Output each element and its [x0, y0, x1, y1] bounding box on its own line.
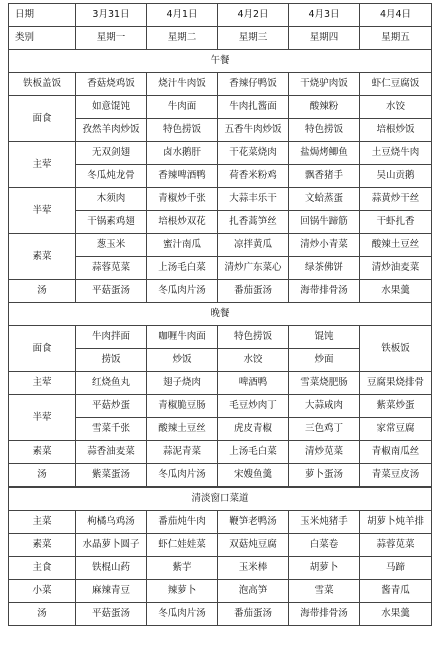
- light-staple-row: [9, 557, 432, 580]
- dish-cell: 清炒油麦菜: [360, 257, 432, 280]
- dish-cell: 特色捞饭: [147, 119, 218, 142]
- date-label: 日期: [9, 4, 76, 27]
- category-cell: 汤: [9, 603, 76, 626]
- category-cell: 铁板盖饭: [9, 73, 76, 96]
- dish-cell: 上汤毛白菜: [218, 441, 289, 464]
- category-cell: 面食: [9, 326, 76, 372]
- dish-cell: 双菇炖豆腐: [218, 534, 289, 557]
- light-title-row: [9, 487, 432, 511]
- category-cell: 主食: [9, 557, 76, 580]
- light-main-row: [9, 511, 432, 534]
- dish-cell: 铁板饭: [360, 326, 432, 372]
- dish-cell: 大蒜丰乐干: [218, 188, 289, 211]
- dish-cell: 盐焗烤鲫鱼: [289, 142, 360, 165]
- category-cell: 半荤: [9, 188, 76, 234]
- dish-cell: 水果羹: [360, 280, 432, 303]
- dish-cell: 海带排骨汤: [289, 280, 360, 303]
- category-cell: 素菜: [9, 234, 76, 280]
- dish-cell: 酸辣土豆丝: [147, 418, 218, 441]
- dish-cell: 香辣啤酒鸭: [147, 165, 218, 188]
- dish-cell: 水饺: [218, 349, 289, 372]
- category-cell: 主荤: [9, 372, 76, 395]
- dish-cell: 萝卜蛋汤: [289, 464, 360, 488]
- date-cell: 4月1日: [147, 4, 218, 27]
- dish-cell: 虎皮青椒: [218, 418, 289, 441]
- dish-cell: 荷香米粉鸡: [218, 165, 289, 188]
- dish-cell: 蒜黄炒干丝: [360, 188, 432, 211]
- dish-cell: 大蒜咸肉: [289, 395, 360, 418]
- dish-cell: 酸辣粉: [289, 96, 360, 119]
- category-cell: 主荤: [9, 142, 76, 188]
- dish-cell: 干虾扎香: [360, 211, 432, 234]
- lunch-iron-plate-row: [9, 73, 432, 96]
- dinner-half-row: [9, 395, 432, 418]
- weekday-cell: 星期一: [76, 27, 147, 50]
- dish-cell: 清炒小青菜: [289, 234, 360, 257]
- dish-cell: 胡萝卜: [289, 557, 360, 580]
- dinner-veg-row: [9, 441, 432, 464]
- dinner-title: 晚餐: [9, 303, 432, 326]
- dish-cell: 蒜蓉苋菜: [76, 257, 147, 280]
- dish-cell: 上汤毛白菜: [147, 257, 218, 280]
- dish-cell: 青椒炒千张: [147, 188, 218, 211]
- dish-cell: 绿茶佛饼: [289, 257, 360, 280]
- dish-cell: 无双剑翅: [76, 142, 147, 165]
- dish-cell: 干锅素鸡翅: [76, 211, 147, 234]
- lunch-title: 午餐: [9, 50, 432, 73]
- category-cell: 小菜: [9, 580, 76, 603]
- dish-cell: 蒜泥青菜: [147, 441, 218, 464]
- dish-cell: 冬瓜肉片汤: [147, 280, 218, 303]
- dish-cell: 紫菜炒蛋: [360, 395, 432, 418]
- dish-cell: 玉米炖猪手: [289, 511, 360, 534]
- date-cell: 4月2日: [218, 4, 289, 27]
- dish-cell: 酸辣土豆丝: [360, 234, 432, 257]
- light-soup-row: [9, 603, 432, 626]
- light-veg-row: [9, 534, 432, 557]
- dish-cell: 炒饭: [147, 349, 218, 372]
- dish-cell: 五香牛肉炒饭: [218, 119, 289, 142]
- dish-cell: 飘香猪手: [289, 165, 360, 188]
- dish-cell: 卤水鹅肝: [147, 142, 218, 165]
- dish-cell: 麻辣青豆: [76, 580, 147, 603]
- dish-cell: 孜然羊肉炒饭: [76, 119, 147, 142]
- dish-cell: 海带排骨汤: [289, 603, 360, 626]
- lunch-soup-row: [9, 280, 432, 303]
- dish-cell: 玉米棒: [218, 557, 289, 580]
- dish-cell: 平菇蛋汤: [76, 603, 147, 626]
- dish-cell: 豆腐果烧排骨: [360, 372, 432, 395]
- weekday-cell: 星期五: [360, 27, 432, 50]
- dish-cell: 紫菜蛋汤: [76, 464, 147, 488]
- category-cell: 面食: [9, 96, 76, 142]
- date-cell: 4月4日: [360, 4, 432, 27]
- dish-cell: 番茄蛋汤: [218, 603, 289, 626]
- dinner-main-row: [9, 372, 432, 395]
- dish-cell: 清炒广东菜心: [218, 257, 289, 280]
- dish-cell: 冬瓜肉片汤: [147, 603, 218, 626]
- dish-cell: 清炒苋菜: [289, 441, 360, 464]
- dish-cell: 干花菜烧肉: [218, 142, 289, 165]
- dish-cell: 水晶萝卜圆子: [76, 534, 147, 557]
- light-window-title: 清淡窗口菜道: [9, 487, 432, 511]
- dish-cell: 扎香蒿笋丝: [218, 211, 289, 234]
- dish-cell: 培根炒双花: [147, 211, 218, 234]
- lunch-veg-row: [9, 234, 432, 257]
- dish-cell: 蒜蓉苋菜: [360, 534, 432, 557]
- dish-cell: 香辣仔鸭饭: [218, 73, 289, 96]
- date-cell: 3月31日: [76, 4, 147, 27]
- dish-cell: 吴山贡鹅: [360, 165, 432, 188]
- dish-cell: 蜜汁南瓜: [147, 234, 218, 257]
- dish-cell: 凉拌黄瓜: [218, 234, 289, 257]
- dish-cell: 馄饨: [289, 326, 360, 349]
- dish-cell: 青椒脆豆肠: [147, 395, 218, 418]
- dish-cell: 香菇烧鸡饭: [76, 73, 147, 96]
- dish-cell: 辣萝卜: [147, 580, 218, 603]
- dish-cell: 平菇蛋汤: [76, 280, 147, 303]
- category-label: 类别: [9, 27, 76, 50]
- dish-cell: 鞭笋老鸭汤: [218, 511, 289, 534]
- date-cell: 4月3日: [289, 4, 360, 27]
- dish-cell: 牛肉面: [147, 96, 218, 119]
- dish-cell: 土豆烧牛肉: [360, 142, 432, 165]
- dish-cell: 宋嫂鱼羹: [218, 464, 289, 488]
- dinner-title-row: [9, 303, 432, 326]
- category-cell: 半荤: [9, 395, 76, 441]
- dish-cell: 牛肉扎酱面: [218, 96, 289, 119]
- dish-cell: 虾仁豆腐饭: [360, 73, 432, 96]
- dish-cell: 雪菜千张: [76, 418, 147, 441]
- category-cell: 素菜: [9, 534, 76, 557]
- light-small-row: [9, 580, 432, 603]
- dish-cell: 葱玉米: [76, 234, 147, 257]
- dish-cell: 特色捞饭: [289, 119, 360, 142]
- dish-cell: 酱青瓜: [360, 580, 432, 603]
- dish-cell: 番茄蛋汤: [218, 280, 289, 303]
- dish-cell: 水饺: [360, 96, 432, 119]
- weekday-cell: 星期四: [289, 27, 360, 50]
- dish-cell: 炒面: [289, 349, 360, 372]
- dish-cell: 番茄炖牛肉: [147, 511, 218, 534]
- dish-cell: 平菇炒蛋: [76, 395, 147, 418]
- dish-cell: 回锅牛蹄筋: [289, 211, 360, 234]
- dish-cell: 捞饭: [76, 349, 147, 372]
- dish-cell: 胡萝卜炖羊排: [360, 511, 432, 534]
- dish-cell: 牛肉拌面: [76, 326, 147, 349]
- dish-cell: 红烧鱼丸: [76, 372, 147, 395]
- lunch-title-row: [9, 50, 432, 73]
- lunch-staple-row: [9, 96, 432, 119]
- dish-cell: 雪菜: [289, 580, 360, 603]
- weekday-row: [9, 27, 432, 50]
- category-cell: 素菜: [9, 441, 76, 464]
- weekday-cell: 星期二: [147, 27, 218, 50]
- dish-cell: 三色鸡丁: [289, 418, 360, 441]
- dish-cell: 翅子烧肉: [147, 372, 218, 395]
- dish-cell: 枸橘乌鸡汤: [76, 511, 147, 534]
- dish-cell: 白菜卷: [289, 534, 360, 557]
- lunch-half-row: [9, 188, 432, 211]
- dish-cell: 文蛤蒸蛋: [289, 188, 360, 211]
- dish-cell: 冬瓜炖龙骨: [76, 165, 147, 188]
- dish-cell: 泡高笋: [218, 580, 289, 603]
- weekly-menu-table: [8, 3, 432, 626]
- dish-cell: 特色捞饭: [218, 326, 289, 349]
- dish-cell: 紫芋: [147, 557, 218, 580]
- lunch-main-row: [9, 142, 432, 165]
- dish-cell: 青椒南瓜丝: [360, 441, 432, 464]
- category-cell: 汤: [9, 464, 76, 488]
- dish-cell: 冬瓜肉片汤: [147, 464, 218, 488]
- dish-cell: 干烧驴肉饭: [289, 73, 360, 96]
- dish-cell: 啤酒鸭: [218, 372, 289, 395]
- dish-cell: 青菜豆皮汤: [360, 464, 432, 488]
- date-row: [9, 4, 432, 27]
- dish-cell: 马蹄: [360, 557, 432, 580]
- dish-cell: 木须肉: [76, 188, 147, 211]
- dish-cell: 雪菜烧肥肠: [289, 372, 360, 395]
- dinner-soup-row: [9, 464, 432, 488]
- dish-cell: 烧汁牛肉饭: [147, 73, 218, 96]
- dish-cell: 毛豆炒肉丁: [218, 395, 289, 418]
- dish-cell: 家常豆腐: [360, 418, 432, 441]
- dish-cell: 水果羹: [360, 603, 432, 626]
- dish-cell: 蒜香油麦菜: [76, 441, 147, 464]
- category-cell: 主菜: [9, 511, 76, 534]
- dish-cell: 如意馄饨: [76, 96, 147, 119]
- dish-cell: 铁棍山药: [76, 557, 147, 580]
- dish-cell: 培根炒饭: [360, 119, 432, 142]
- dish-cell: 咖喱牛肉面: [147, 326, 218, 349]
- category-cell: 汤: [9, 280, 76, 303]
- dinner-staple-row: [9, 326, 432, 349]
- dish-cell: 虾仁娃娃菜: [147, 534, 218, 557]
- weekday-cell: 星期三: [218, 27, 289, 50]
